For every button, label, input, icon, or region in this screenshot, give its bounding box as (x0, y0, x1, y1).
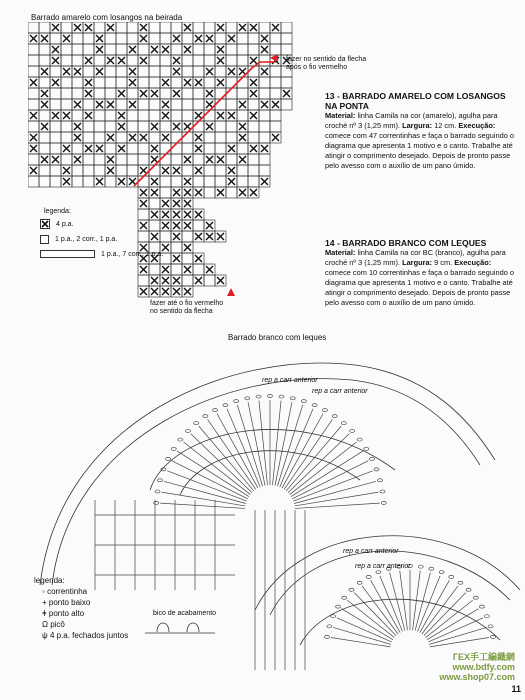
bico-diagram (143, 618, 218, 638)
execution-label: Execução: (454, 258, 492, 267)
legend-label: 1 p.a., 7 corr., 1 p.a. (101, 250, 164, 258)
single-crochet-icon: + (42, 598, 49, 607)
legend-item-4pa (40, 218, 74, 230)
material-label: Material: (325, 111, 356, 120)
cluster-icon: ψ (42, 631, 50, 640)
material-label: Material: (325, 248, 356, 257)
legend-pico: Ω picô (42, 620, 65, 629)
red-arrow-left-icon (270, 54, 278, 62)
chart-title-white: Barrado branco com leques (228, 333, 327, 342)
inner-arc-bottom (270, 551, 510, 615)
chain-icon: ◦ (42, 587, 48, 596)
inner-arc-top (52, 379, 480, 585)
fan-bottom (300, 599, 500, 645)
material-text: linha Camila na cor BC (branco), agulha para croché nº 3 (1,25 mm). (325, 248, 506, 267)
bico-label: bico de acabamento (153, 610, 217, 617)
watermark-logo: ГЕХ手工編織網 www.bdfy.com www.shop07.com (439, 652, 515, 682)
rep-label: rep a carr anterior (262, 377, 318, 384)
double-crochet-icon: ǂ (42, 609, 49, 618)
legend-ponto-alto: ǂ ponto alto (42, 609, 85, 618)
legend-4pa-fechados: ψ 4 p.a. fechados juntos (42, 631, 129, 640)
execution-text: comece com 10 correntinhas e faça o barrado seguindo o diagrama que apresenta 1 motivo e o canto. Trabalhe até atingir o comprimento desejado. Depois de pronto passe pelo avesso com o auxílio de um pano úmido. (325, 268, 514, 307)
material-text: linha Camila na cor (amarelo), agulha para croché nº 3 (1,25 mm). (325, 111, 498, 130)
width-label: Largura: (402, 258, 433, 267)
rep-label: rep a carr anterior (312, 388, 368, 395)
legend-label: 1 p.a., 2 corr., 1 p.a. (55, 235, 118, 243)
legend-ponto-baixo: + ponto baixo (42, 598, 91, 607)
section-14-heading: 14 - BARRADO BRANCO COM LEQUES (325, 238, 487, 248)
footer-legend-title: legenda: (34, 576, 65, 585)
section-13-text (325, 91, 515, 171)
picot-icon: Ω (42, 620, 51, 629)
rep-label: rep a carr anterior (343, 548, 399, 555)
width-label: Largura: (402, 121, 433, 130)
legend-correntinha: ◦ correntinha (42, 587, 88, 596)
legend-item-wide-block (40, 248, 163, 260)
red-arrow-up-icon (227, 288, 235, 296)
arrow-note-top: fazer no sentido da flecha após o fio vermelho (286, 56, 367, 71)
execution-text: comece com 47 correntinhas e faça o barrado seguindo o diagrama que apresenta 1 motivo e o canto. Trabalhe até atingir o comprimento desejado. Depois de pronto passe pelo avesso com o auxílio de um pano úmido. (325, 131, 514, 170)
width-text: 9 cm. (434, 258, 453, 267)
legend-label: 4 p.a. (56, 220, 74, 228)
page-number: 11 (511, 684, 521, 694)
section-14-text (325, 238, 515, 308)
legend-title: legenda: (44, 208, 71, 215)
fan-edging-diagram (0, 340, 525, 700)
open-square-icon (40, 235, 49, 244)
arrow-note-bottom: fazer até o fio vermelho no sentido da flecha (150, 300, 224, 315)
rep-label: rep a carr anterior (355, 563, 411, 570)
width-text: 12 cm. (434, 121, 457, 130)
legend-item-open-block (40, 233, 117, 245)
filled-x-icon (40, 219, 50, 229)
open-bar-icon (40, 250, 95, 258)
footer-legend (34, 575, 128, 641)
execution-label: Execução: (458, 121, 496, 130)
section-13-heading: 13 - BARRADO AMARELO COM LOSANGOS NA PONTA (325, 91, 506, 111)
filet-chart (28, 22, 298, 302)
chart-title-yellow: Barrado amarelo com losangos na beirada (31, 13, 183, 22)
